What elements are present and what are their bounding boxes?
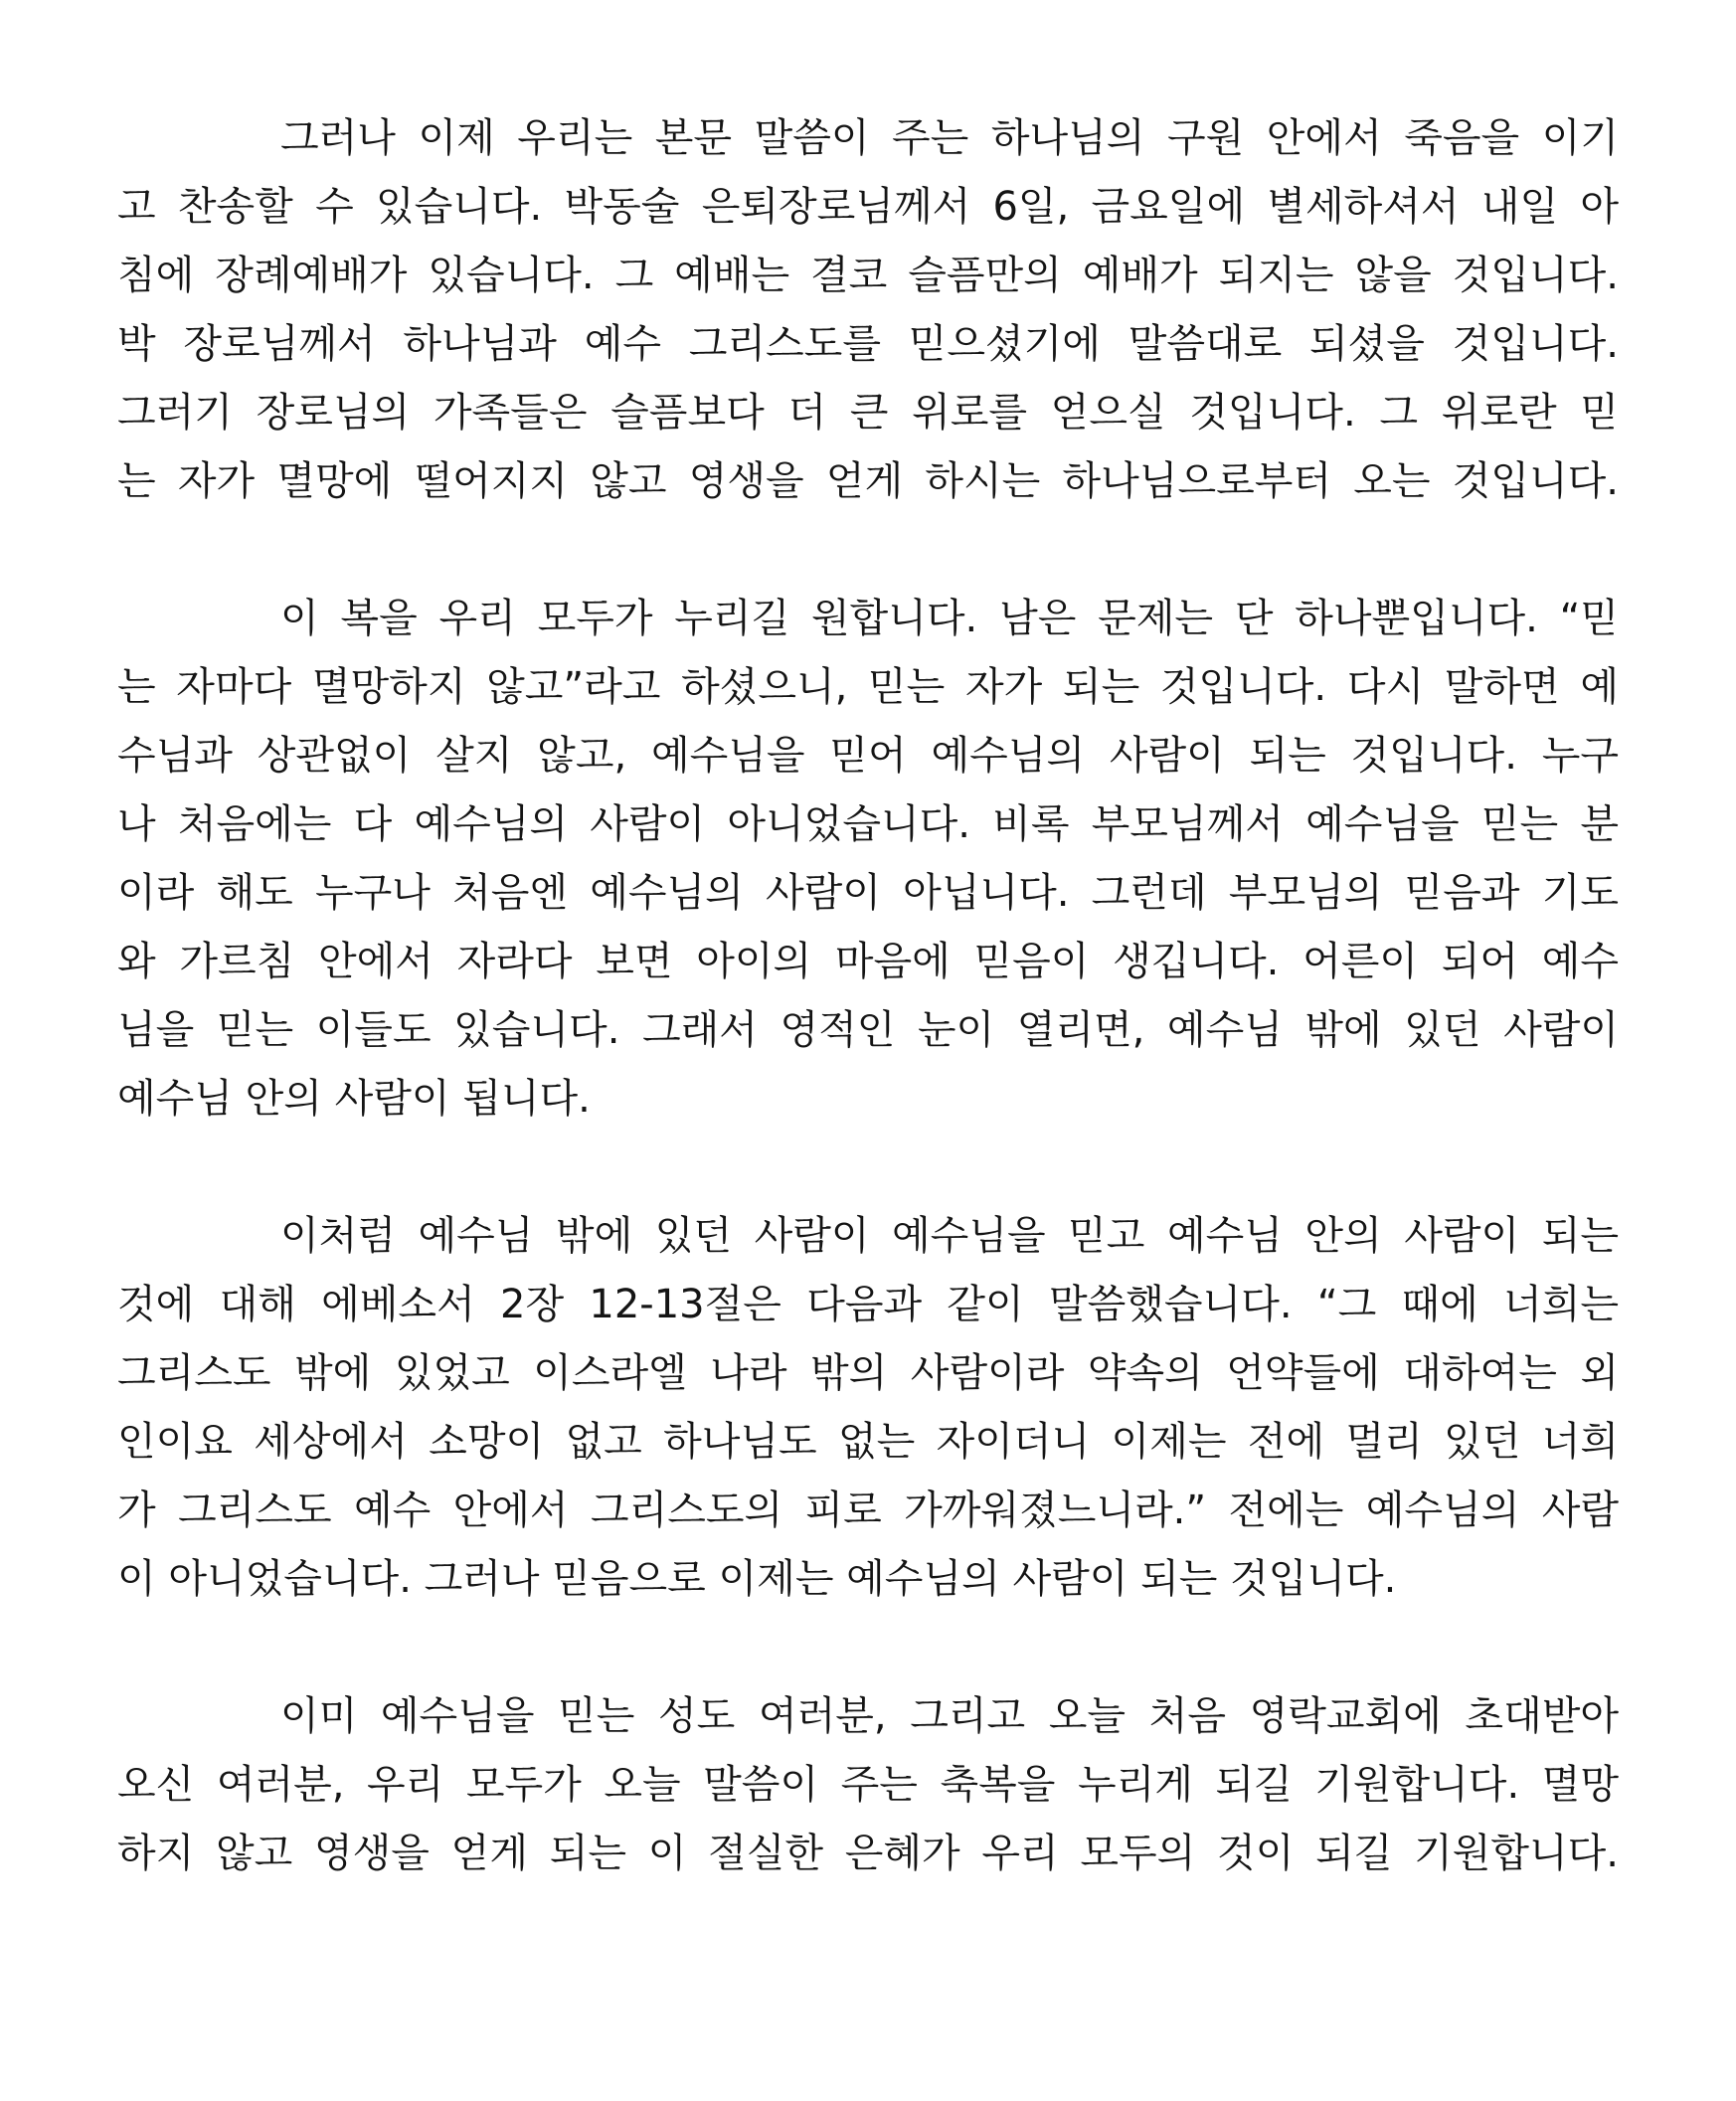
text-line: 인이요 세상에서 소망이 없고 하나님도 없는 자이더니 이제는 전에 멀리 있던 너희	[117, 1419, 1619, 1465]
text-line: 예수님 안의 사람이 됩니다.	[117, 1076, 591, 1122]
text-line: 고 찬송할 수 있습니다. 박동술 은퇴장로님께서 6일, 금요일에 별세하셔서 내일 아	[117, 184, 1619, 230]
text-line: 이 아니었습니다. 그러나 믿음으로 이제는 예수님의 사람이 되는 것입니다.	[117, 1556, 1397, 1602]
text-line: 오신 여러분, 우리 모두가 오늘 말씀이 주는 축복을 누리게 되길 기원합니다. 멸망	[117, 1762, 1619, 1808]
text-line: 수님과 상관없이 살지 않고, 예수님을 믿어 예수님의 사람이 되는 것입니다. 누구	[117, 733, 1619, 779]
text-line: 이 복을 우리 모두가 누리길 원합니다. 남은 문제는 단 하나뿐입니다. “믿	[280, 596, 1619, 641]
text-line: 박 장로님께서 하나님과 예수 그리스도를 믿으셨기에 말씀대로 되셨을 것입니다.	[117, 321, 1619, 367]
paragraph-4	[117, 1682, 1619, 1888]
text-line: 와 가르침 안에서 자라다 보면 아이의 마음에 믿음이 생깁니다. 어른이 되어 예수	[117, 939, 1619, 984]
text-line: 가 그리스도 예수 안에서 그리스도의 피로 가까워졌느니라.” 전에는 예수님의 사람	[117, 1488, 1619, 1533]
document-page	[117, 104, 1619, 1957]
text-line: 이미 예수님을 믿는 성도 여러분, 그리고 오늘 처음 영락교회에 초대받아	[280, 1693, 1619, 1739]
text-line: 이라 해도 누구나 처음엔 예수님의 사람이 아닙니다. 그런데 부모님의 믿음과 기도	[117, 870, 1619, 916]
paragraph-3	[117, 1202, 1619, 1614]
text-line: 그러기 장로님의 가족들은 슬픔보다 더 큰 위로를 얻으실 것입니다. 그 위로란 믿	[117, 390, 1619, 436]
text-line: 님을 믿는 이들도 있습니다. 그래서 영적인 눈이 열리면, 예수님 밖에 있던 사람이	[117, 1007, 1619, 1053]
paragraph-1	[117, 104, 1619, 516]
text-line: 는 자마다 멸망하지 않고”라고 하셨으니, 믿는 자가 되는 것입니다. 다시 말하면 예	[117, 664, 1619, 710]
paragraph-2	[117, 585, 1619, 1134]
text-line: 그러나 이제 우리는 본문 말씀이 주는 하나님의 구원 안에서 죽음을 이기	[280, 115, 1619, 161]
text-line: 하지 않고 영생을 얻게 되는 이 절실한 은혜가 우리 모두의 것이 되길 기원합니다.	[117, 1831, 1619, 1876]
text-line: 나 처음에는 다 예수님의 사람이 아니었습니다. 비록 부모님께서 예수님을 믿는 분	[117, 801, 1619, 847]
text-line: 침에 장례예배가 있습니다. 그 예배는 결코 슬픔만의 예배가 되지는 않을 것입니다.	[117, 253, 1619, 298]
text-line: 이처럼 예수님 밖에 있던 사람이 예수님을 믿고 예수님 안의 사람이 되는	[280, 1213, 1619, 1259]
text-line: 그리스도 밖에 있었고 이스라엘 나라 밖의 사람이라 약속의 언약들에 대하여는 외	[117, 1350, 1619, 1396]
text-line: 것에 대해 에베소서 2장 12-13절은 다음과 같이 말씀했습니다. “그 때에 너희는	[117, 1282, 1619, 1327]
text-line: 는 자가 멸망에 떨어지지 않고 영생을 얻게 하시는 하나님으로부터 오는 것입니다.	[117, 458, 1619, 504]
